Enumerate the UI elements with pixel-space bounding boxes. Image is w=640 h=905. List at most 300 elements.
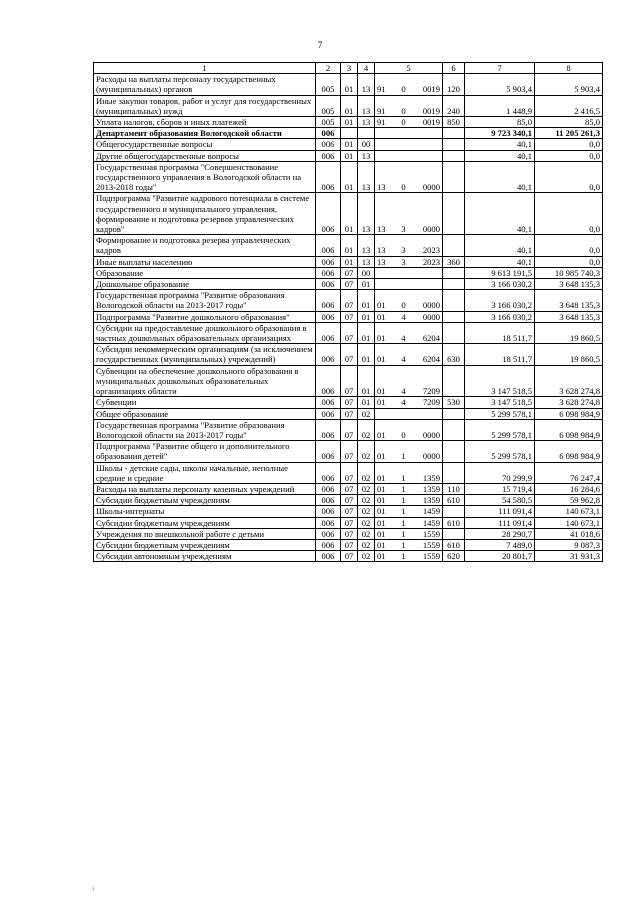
subsection-code-cell: 01: [358, 279, 375, 290]
subprogram-code-cell: 4: [397, 311, 411, 322]
table-header-row: [94, 63, 603, 74]
table-row: [94, 95, 603, 116]
row-name-cell: Уплата налогов, сборов и иных платежей: [94, 117, 316, 128]
section-code-cell: 07: [341, 279, 358, 290]
program-code-cell: [375, 150, 397, 161]
expense-type-cell: [443, 462, 465, 483]
section-code-cell: 07: [341, 517, 358, 528]
table-row: [94, 441, 603, 462]
admin-code-cell: 006: [316, 139, 341, 150]
amount-year1-cell: 1 448,9: [465, 95, 535, 116]
amount-year2-cell: 0,0: [535, 256, 603, 267]
direction-code-cell: 1359: [411, 495, 443, 506]
expense-type-cell: [443, 311, 465, 322]
subsection-code-cell: 13: [358, 117, 375, 128]
page-number: 7: [317, 40, 323, 50]
subprogram-code-cell: 1: [397, 483, 411, 494]
expense-type-cell: 110: [443, 483, 465, 494]
table-row: [94, 462, 603, 483]
expense-type-cell: 530: [443, 397, 465, 408]
subsection-code-cell: 00: [358, 267, 375, 278]
admin-code-cell: 006: [316, 290, 341, 311]
subsection-code-cell: 13: [358, 74, 375, 95]
header-cell: 6: [443, 63, 465, 74]
expense-type-cell: 620: [443, 551, 465, 562]
table-row: [94, 528, 603, 539]
amount-year2-cell: 31 931,3: [535, 551, 603, 562]
row-name-cell: Иные выплаты населению: [94, 256, 316, 267]
section-code-cell: [341, 128, 358, 139]
subsection-code-cell: 02: [358, 528, 375, 539]
subsection-code-cell: 01: [358, 322, 375, 343]
amount-year2-cell: 3 648 135,3: [535, 279, 603, 290]
admin-code-cell: 006: [316, 128, 341, 139]
amount-year1-cell: 3 147 518,5: [465, 365, 535, 397]
direction-code-cell: [411, 139, 443, 150]
subsection-code-cell: 01: [358, 344, 375, 365]
table-row: [94, 311, 603, 322]
row-name-cell: Субсидии бюджетным учреждениям: [94, 495, 316, 506]
admin-code-cell: 006: [316, 193, 341, 235]
amount-year2-cell: 41 018,6: [535, 528, 603, 539]
table-row: [94, 161, 603, 193]
amount-year1-cell: 5 299 578,1: [465, 441, 535, 462]
row-name-cell: Расходы на выплаты персоналу государственных (муниципальных) органов: [94, 74, 316, 95]
amount-year2-cell: 5 903,4: [535, 74, 603, 95]
section-code-cell: 01: [341, 139, 358, 150]
row-name-cell: Образование: [94, 267, 316, 278]
direction-code-cell: 7209: [411, 365, 443, 397]
amount-year2-cell: 0,0: [535, 193, 603, 235]
subsection-code-cell: 13: [358, 150, 375, 161]
subprogram-code-cell: 0: [397, 74, 411, 95]
amount-year1-cell: 15 719,4: [465, 483, 535, 494]
table-row: [94, 517, 603, 528]
section-code-cell: 01: [341, 117, 358, 128]
header-cell: 1: [94, 63, 316, 74]
header-cell: 7: [465, 63, 535, 74]
subprogram-code-cell: 1: [397, 539, 411, 550]
program-code-cell: 01: [375, 322, 397, 343]
section-code-cell: 07: [341, 539, 358, 550]
subsection-code-cell: 01: [358, 365, 375, 397]
section-code-cell: 07: [341, 506, 358, 517]
row-name-cell: Государственная программа "Развитие образования Вологодской области на 2013-2017 годы": [94, 290, 316, 311]
header-cell: 3: [341, 63, 358, 74]
amount-year2-cell: 10 985 740,3: [535, 267, 603, 278]
subsection-code-cell: 01: [358, 397, 375, 408]
direction-code-cell: 7209: [411, 397, 443, 408]
direction-code-cell: 2023: [411, 256, 443, 267]
expense-type-cell: 240: [443, 95, 465, 116]
subprogram-code-cell: 1: [397, 441, 411, 462]
amount-year1-cell: 111 091,4: [465, 506, 535, 517]
amount-year2-cell: 6 098 984,9: [535, 441, 603, 462]
direction-code-cell: 1559: [411, 551, 443, 562]
row-name-cell: Подпрограмма "Развитие дошкольного образования": [94, 311, 316, 322]
subsection-code-cell: 02: [358, 517, 375, 528]
direction-code-cell: 6204: [411, 322, 443, 343]
direction-code-cell: 1559: [411, 528, 443, 539]
amount-year2-cell: 140 673,1: [535, 506, 603, 517]
row-name-cell: Подпрограмма "Развитие общего и дополнительного образования детей": [94, 441, 316, 462]
amount-year1-cell: 9 723 340,1: [465, 128, 535, 139]
direction-code-cell: [411, 150, 443, 161]
amount-year2-cell: 11 205 261,3: [535, 128, 603, 139]
row-name-cell: Субсидии некоммерческим организациям (за исключением государственных (муниципальных) учреждений): [94, 344, 316, 365]
subsection-code-cell: 01: [358, 290, 375, 311]
expense-type-cell: [443, 290, 465, 311]
amount-year1-cell: 5 299 578,1: [465, 419, 535, 440]
header-cell: 5: [375, 63, 443, 74]
amount-year2-cell: 2 416,5: [535, 95, 603, 116]
program-code-cell: 01: [375, 495, 397, 506]
program-code-cell: 13: [375, 256, 397, 267]
section-code-cell: 01: [341, 235, 358, 256]
subprogram-code-cell: 4: [397, 397, 411, 408]
amount-year2-cell: 6 098 984,9: [535, 408, 603, 419]
program-code-cell: 01: [375, 441, 397, 462]
program-code-cell: 01: [375, 539, 397, 550]
subprogram-code-cell: 1: [397, 517, 411, 528]
table-row: [94, 408, 603, 419]
amount-year1-cell: 18 511,7: [465, 322, 535, 343]
amount-year2-cell: 19 860,5: [535, 322, 603, 343]
expense-type-cell: [443, 365, 465, 397]
table-row: [94, 74, 603, 95]
admin-code-cell: 006: [316, 462, 341, 483]
amount-year1-cell: 40,1: [465, 161, 535, 193]
expense-type-cell: [443, 408, 465, 419]
subprogram-code-cell: [397, 150, 411, 161]
amount-year2-cell: 76 247,4: [535, 462, 603, 483]
expense-type-cell: [443, 267, 465, 278]
subsection-code-cell: 13: [358, 256, 375, 267]
subsection-code-cell: 00: [358, 139, 375, 150]
program-code-cell: 91: [375, 74, 397, 95]
amount-year2-cell: 3 628 274,8: [535, 397, 603, 408]
row-name-cell: Другие общегосударственные вопросы: [94, 150, 316, 161]
admin-code-cell: 006: [316, 267, 341, 278]
amount-year1-cell: 70 299,9: [465, 462, 535, 483]
expense-type-cell: [443, 150, 465, 161]
subsection-code-cell: 02: [358, 539, 375, 550]
direction-code-cell: 1359: [411, 462, 443, 483]
row-name-cell: Расходы на выплаты персоналу казенных учреждений: [94, 483, 316, 494]
admin-code-cell: 006: [316, 517, 341, 528]
admin-code-cell: 006: [316, 441, 341, 462]
admin-code-cell: 006: [316, 344, 341, 365]
direction-code-cell: 1359: [411, 483, 443, 494]
amount-year1-cell: 111 091,4: [465, 517, 535, 528]
subprogram-code-cell: [397, 128, 411, 139]
program-code-cell: 01: [375, 419, 397, 440]
amount-year1-cell: 40,1: [465, 193, 535, 235]
section-code-cell: 01: [341, 74, 358, 95]
row-name-cell: Субвенции на обеспечение дошкольного образования в муниципальных дошкольных образовательных организациях области: [94, 365, 316, 397]
subprogram-code-cell: 3: [397, 256, 411, 267]
amount-year2-cell: 19 860,5: [535, 344, 603, 365]
subsection-code-cell: 02: [358, 495, 375, 506]
expense-type-cell: 610: [443, 495, 465, 506]
amount-year1-cell: 9 613 191,5: [465, 267, 535, 278]
subprogram-code-cell: 4: [397, 365, 411, 397]
admin-code-cell: 006: [316, 495, 341, 506]
direction-code-cell: 1459: [411, 506, 443, 517]
row-name-cell: Дошкольное образование: [94, 279, 316, 290]
subprogram-code-cell: 3: [397, 235, 411, 256]
direction-code-cell: 1559: [411, 539, 443, 550]
section-code-cell: 07: [341, 290, 358, 311]
section-code-cell: 07: [341, 483, 358, 494]
row-name-cell: Общегосударственные вопросы: [94, 139, 316, 150]
admin-code-cell: 006: [316, 539, 341, 550]
program-code-cell: [375, 279, 397, 290]
amount-year2-cell: 0,0: [535, 235, 603, 256]
table-row: [94, 256, 603, 267]
table-row: [94, 419, 603, 440]
section-code-cell: 07: [341, 322, 358, 343]
subprogram-code-cell: [397, 267, 411, 278]
expense-type-cell: [443, 419, 465, 440]
row-name-cell: Субсидии автономным учреждениям: [94, 551, 316, 562]
admin-code-cell: 006: [316, 506, 341, 517]
row-name-cell: Субсидии на предоставление дошкольного образования в частных дошкольных образовательных организациях: [94, 322, 316, 343]
direction-code-cell: 0000: [411, 311, 443, 322]
program-code-cell: 13: [375, 235, 397, 256]
program-code-cell: [375, 128, 397, 139]
expense-type-cell: [443, 128, 465, 139]
program-code-cell: 01: [375, 344, 397, 365]
amount-year2-cell: 3 628 274,8: [535, 365, 603, 397]
expense-type-cell: [443, 528, 465, 539]
admin-code-cell: 005: [316, 95, 341, 116]
section-code-cell: 07: [341, 397, 358, 408]
expense-type-cell: 360: [443, 256, 465, 267]
admin-code-cell: 006: [316, 419, 341, 440]
subsection-code-cell: 13: [358, 95, 375, 116]
row-name-cell: Школы-интернаты: [94, 506, 316, 517]
direction-code-cell: 2023: [411, 235, 443, 256]
subprogram-code-cell: [397, 139, 411, 150]
expense-type-cell: [443, 279, 465, 290]
section-code-cell: 07: [341, 495, 358, 506]
section-code-cell: 07: [341, 441, 358, 462]
expense-type-cell: 610: [443, 517, 465, 528]
table-row: [94, 279, 603, 290]
table-row: [94, 322, 603, 343]
amount-year2-cell: 59 962,8: [535, 495, 603, 506]
amount-year1-cell: 20 801,7: [465, 551, 535, 562]
program-code-cell: 01: [375, 551, 397, 562]
admin-code-cell: 006: [316, 311, 341, 322]
program-code-cell: 01: [375, 517, 397, 528]
section-code-cell: 01: [341, 95, 358, 116]
table-row: [94, 290, 603, 311]
direction-code-cell: [411, 267, 443, 278]
subprogram-code-cell: 0: [397, 419, 411, 440]
expense-type-cell: [443, 235, 465, 256]
section-code-cell: 01: [341, 256, 358, 267]
subprogram-code-cell: 1: [397, 462, 411, 483]
section-code-cell: 01: [341, 161, 358, 193]
amount-year1-cell: 18 511,7: [465, 344, 535, 365]
program-code-cell: 01: [375, 365, 397, 397]
subsection-code-cell: 13: [358, 161, 375, 193]
amount-year1-cell: 3 166 030,2: [465, 290, 535, 311]
amount-year2-cell: 0,0: [535, 161, 603, 193]
table-row: [94, 150, 603, 161]
amount-year2-cell: 0,0: [535, 150, 603, 161]
margin-mark: ⁝: [92, 885, 95, 893]
subsection-code-cell: 01: [358, 311, 375, 322]
section-code-cell: 07: [341, 311, 358, 322]
section-code-cell: 07: [341, 419, 358, 440]
subsection-code-cell: [358, 128, 375, 139]
admin-code-cell: 006: [316, 365, 341, 397]
subprogram-code-cell: 4: [397, 322, 411, 343]
admin-code-cell: 006: [316, 483, 341, 494]
expense-type-cell: [443, 193, 465, 235]
amount-year1-cell: 85,0: [465, 117, 535, 128]
row-name-cell: Общее образование: [94, 408, 316, 419]
section-code-cell: 07: [341, 344, 358, 365]
subprogram-code-cell: 1: [397, 506, 411, 517]
program-code-cell: [375, 408, 397, 419]
section-code-cell: 01: [341, 193, 358, 235]
amount-year2-cell: 16 284,6: [535, 483, 603, 494]
section-code-cell: 01: [341, 150, 358, 161]
amount-year2-cell: 0,0: [535, 139, 603, 150]
expense-type-cell: [443, 441, 465, 462]
program-code-cell: 01: [375, 397, 397, 408]
program-code-cell: 01: [375, 528, 397, 539]
program-code-cell: 01: [375, 506, 397, 517]
table-row: [94, 365, 603, 397]
header-cell: 4: [358, 63, 375, 74]
program-code-cell: 01: [375, 483, 397, 494]
direction-code-cell: 0000: [411, 193, 443, 235]
direction-code-cell: 0019: [411, 117, 443, 128]
amount-year1-cell: 3 166 030,2: [465, 311, 535, 322]
table-row: [94, 235, 603, 256]
row-name-cell: Государственная программа "Совершенствование государственного управления в Вологодской области на 2013-2018 годы": [94, 161, 316, 193]
subsection-code-cell: 02: [358, 419, 375, 440]
program-code-cell: 01: [375, 290, 397, 311]
admin-code-cell: 005: [316, 117, 341, 128]
admin-code-cell: 006: [316, 256, 341, 267]
expense-type-cell: 630: [443, 344, 465, 365]
direction-code-cell: 0000: [411, 441, 443, 462]
amount-year1-cell: 7 489,0: [465, 539, 535, 550]
direction-code-cell: 0000: [411, 419, 443, 440]
program-code-cell: [375, 139, 397, 150]
amount-year2-cell: 3 648 135,3: [535, 290, 603, 311]
admin-code-cell: 006: [316, 397, 341, 408]
table-row: [94, 117, 603, 128]
row-name-cell: Департамент образования Вологодской области: [94, 128, 316, 139]
row-name-cell: Учреждения по внешкольной работе с детьми: [94, 528, 316, 539]
amount-year2-cell: 85,0: [535, 117, 603, 128]
program-code-cell: 91: [375, 95, 397, 116]
program-code-cell: 01: [375, 462, 397, 483]
amount-year2-cell: 140 673,1: [535, 517, 603, 528]
section-code-cell: 07: [341, 365, 358, 397]
header-cell: 8: [535, 63, 603, 74]
subprogram-code-cell: 4: [397, 344, 411, 365]
subsection-code-cell: 02: [358, 483, 375, 494]
amount-year1-cell: 28 290,7: [465, 528, 535, 539]
direction-code-cell: 6204: [411, 344, 443, 365]
header-cell: 2: [316, 63, 341, 74]
amount-year1-cell: 5 903,4: [465, 74, 535, 95]
direction-code-cell: 0019: [411, 95, 443, 116]
row-name-cell: Иные закупки товаров, работ и услуг для государственных (муниципальных) нужд: [94, 95, 316, 116]
admin-code-cell: 006: [316, 279, 341, 290]
subprogram-code-cell: 0: [397, 117, 411, 128]
section-code-cell: 07: [341, 528, 358, 539]
expense-type-cell: 120: [443, 74, 465, 95]
expense-type-cell: 850: [443, 117, 465, 128]
subprogram-code-cell: [397, 408, 411, 419]
subsection-code-cell: 02: [358, 551, 375, 562]
subsection-code-cell: 02: [358, 408, 375, 419]
row-name-cell: Субсидии бюджетным учреждениям: [94, 517, 316, 528]
amount-year1-cell: 40,1: [465, 256, 535, 267]
program-code-cell: 91: [375, 117, 397, 128]
expense-type-cell: [443, 506, 465, 517]
subprogram-code-cell: [397, 279, 411, 290]
admin-code-cell: 006: [316, 150, 341, 161]
direction-code-cell: 0000: [411, 290, 443, 311]
section-code-cell: 07: [341, 551, 358, 562]
amount-year2-cell: 9 087,3: [535, 539, 603, 550]
table-row: [94, 128, 603, 139]
expense-type-cell: [443, 161, 465, 193]
admin-code-cell: 006: [316, 322, 341, 343]
admin-code-cell: 006: [316, 528, 341, 539]
amount-year1-cell: 5 299 578,1: [465, 408, 535, 419]
row-name-cell: Субсидии бюджетным учреждениям: [94, 539, 316, 550]
subprogram-code-cell: 0: [397, 290, 411, 311]
subprogram-code-cell: 1: [397, 528, 411, 539]
subprogram-code-cell: 0: [397, 95, 411, 116]
amount-year1-cell: 54 580,5: [465, 495, 535, 506]
table-row: [94, 506, 603, 517]
subsection-code-cell: 02: [358, 506, 375, 517]
direction-code-cell: 1459: [411, 517, 443, 528]
admin-code-cell: 005: [316, 74, 341, 95]
subprogram-code-cell: 3: [397, 193, 411, 235]
direction-code-cell: [411, 128, 443, 139]
admin-code-cell: 006: [316, 551, 341, 562]
row-name-cell: Государственная программа "Развитие образования Вологодской области на 2013-2017 годы": [94, 419, 316, 440]
direction-code-cell: [411, 408, 443, 419]
budget-table: [93, 62, 603, 562]
section-code-cell: 07: [341, 462, 358, 483]
amount-year1-cell: 40,1: [465, 150, 535, 161]
table-row: [94, 139, 603, 150]
direction-code-cell: 0019: [411, 74, 443, 95]
program-code-cell: 13: [375, 193, 397, 235]
section-code-cell: 07: [341, 267, 358, 278]
direction-code-cell: 0000: [411, 161, 443, 193]
amount-year2-cell: 6 098 984,9: [535, 419, 603, 440]
direction-code-cell: [411, 279, 443, 290]
amount-year2-cell: 3 648 135,3: [535, 311, 603, 322]
table-row: [94, 495, 603, 506]
program-code-cell: [375, 267, 397, 278]
